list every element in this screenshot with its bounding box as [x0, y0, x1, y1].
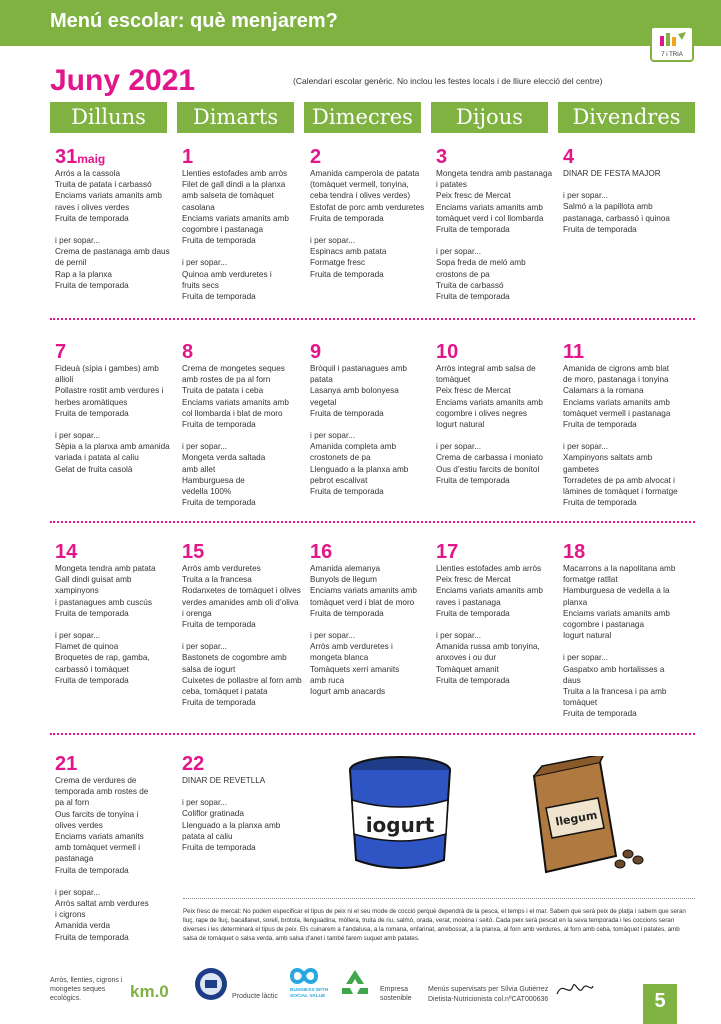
- day-cell: [55, 753, 175, 943]
- menu-item: Llenties estofades amb arròs: [182, 169, 288, 178]
- brand-logo: [650, 26, 694, 62]
- menu-item: i per sopar...: [436, 247, 482, 257]
- day-cell: [182, 146, 302, 302]
- menu-item: Fruita de temporada: [563, 420, 637, 430]
- yogurt-label: iogurt: [365, 813, 435, 837]
- menu-item: Rap a la planxa: [55, 269, 112, 279]
- menu-item: Fruita de temporada: [55, 675, 129, 685]
- menu-item: cogombre i olives negres: [436, 408, 528, 418]
- day-cell: [182, 541, 302, 708]
- menu-item: tomàquet: [436, 375, 471, 385]
- menu-item: Amanida camperola de patata: [310, 169, 420, 178]
- menu-item: raves i olives verdes: [55, 202, 130, 212]
- menu-item: Calamars a la romana: [563, 386, 644, 396]
- day-cell: [182, 341, 302, 508]
- menu-item: de moro, pastanaga i tonyina: [563, 375, 669, 385]
- menu-item: pastanaga: [55, 854, 94, 864]
- menu-item: Salmó a la papillota amb: [563, 202, 653, 212]
- menu-item: Fruita de temporada: [182, 292, 256, 302]
- menu-item: temporada amb rostes de: [55, 787, 149, 797]
- menu-item: planxa: [563, 597, 588, 607]
- day-number: 21: [55, 753, 78, 775]
- menu-item: Fruita de temporada: [55, 608, 129, 618]
- km0-logo: km.0: [130, 982, 169, 1001]
- figures-icon: [652, 28, 692, 50]
- menu-item: Truita a la francesa i pa amb: [563, 687, 667, 697]
- menu-item: i per sopar...: [563, 442, 609, 452]
- menu-item: Hamburguesa de: [182, 475, 245, 485]
- day-cell: [436, 146, 556, 302]
- menu-item: Enciams variats amanits amb: [436, 202, 543, 212]
- week-separator: [50, 521, 695, 523]
- menu-item: Amanida russa amb tonyina,: [436, 642, 540, 652]
- menu-item: cogombre i pastanaga: [563, 620, 645, 630]
- day-number: 9: [310, 341, 322, 363]
- day-number: 10: [436, 341, 459, 363]
- menu-item: Rodanxetes de tomàquet i olives: [182, 586, 301, 596]
- menu-item: Fruita de temporada: [310, 487, 384, 497]
- menu-item: Ous farcits de tonyina i: [55, 809, 139, 819]
- menu-item: Bròquil i pastanagues amb: [310, 364, 407, 373]
- menu-item: amb rostes de pa al forn: [182, 375, 271, 385]
- day-header-wednesday: Dimecres: [304, 102, 421, 133]
- menu-item: i per sopar...: [436, 631, 482, 641]
- week-separator: [50, 318, 695, 320]
- menu-item: amb salseta de tomàquet: [182, 191, 274, 201]
- month-title: Juny 2021: [50, 64, 196, 97]
- menu-item: Llenguado a la planxa amb: [182, 820, 281, 830]
- menu-item: tomàquet vermell i pastanaga: [563, 408, 671, 418]
- menu-item: crostonets de pa: [310, 453, 371, 463]
- menu-item: gambetes: [563, 464, 599, 474]
- menu-item: Fruita de temporada: [182, 420, 256, 430]
- menu-item: Bunyols de llegum: [310, 575, 377, 585]
- menu-item: Gelat de fruita casolà: [55, 464, 133, 474]
- menu-item: Quinoa amb verduretes i: [182, 269, 272, 279]
- menu-item: Espinacs amb patata: [310, 247, 387, 257]
- menu-item: i per sopar...: [182, 258, 228, 268]
- dietitian-note: Dietista-Nutricionista col.nºCAT000636: [428, 996, 549, 1003]
- menu-item: Broquetes de rap, gamba,: [55, 653, 150, 663]
- menu-item: Arròs saltat amb verdures: [55, 899, 149, 909]
- menu-item: Llenguado a la planxa amb: [310, 464, 409, 474]
- menu-item: Iogurt natural: [563, 631, 612, 641]
- menu-item: Truita de carbassó: [436, 280, 504, 290]
- menu-item: DINAR DE FESTA MAJOR: [563, 169, 661, 178]
- menu-item: Estofat de porc amb verduretes: [310, 202, 425, 212]
- menu-item: de pernil: [55, 258, 87, 268]
- menu-item: fruits secs: [182, 280, 219, 290]
- menu-item: raves i pastanaga: [436, 597, 501, 607]
- signature: [555, 978, 595, 1000]
- menu-item: Enciams variats amanits amb: [436, 586, 543, 596]
- menu-item: i per sopar...: [55, 431, 101, 441]
- dairy-label: Producte làctic: [232, 993, 278, 1000]
- menu-item: verdes amanides amb oli d’oliva: [182, 597, 299, 607]
- menu-item: Peix fresc de Mercat: [436, 575, 511, 585]
- menu-item: Tomàquets xerri amanits: [310, 664, 400, 674]
- menu-item: Xampinyons saltats amb: [563, 453, 653, 463]
- sustainable-label: Empresa sostenible: [380, 986, 412, 1002]
- menu-item: variada i patata al caliu: [55, 453, 139, 463]
- menu-item: patata: [310, 375, 333, 385]
- menu-item: Fruita de temporada: [436, 292, 510, 302]
- menu-item: Sèpia a la planxa amb amanida: [55, 442, 170, 452]
- day-cell: [310, 341, 430, 497]
- menu-item: Fruita de temporada: [55, 280, 129, 290]
- menu-item: crostons de pa: [436, 269, 490, 279]
- menu-item: i per sopar...: [55, 631, 101, 641]
- menu-item: Fruita de temporada: [182, 620, 256, 630]
- menu-item: amb allet: [182, 464, 216, 474]
- social-value-icon: [288, 966, 320, 986]
- menu-item: Cuixetes de pollastre al forn amb: [182, 675, 302, 685]
- menu-item: ceba tendra i olives verdes): [310, 191, 411, 201]
- menu-item: i per sopar...: [182, 642, 228, 652]
- menu-item: Macarrons a la napolitana amb: [563, 564, 676, 573]
- menu-item: Mongeta tendra amb patata: [55, 564, 156, 573]
- menu-item: Amanida verda: [55, 921, 111, 931]
- menu-item: herbes aromàtiques: [55, 397, 128, 407]
- menu-item: Enciams variats amanits amb: [436, 397, 543, 407]
- menu-item: Fruita de temporada: [563, 709, 637, 719]
- day-number: 16: [310, 541, 333, 563]
- recycle-icon: [338, 968, 372, 1000]
- menu-item: amb ruca: [310, 675, 345, 685]
- menu-item: Torradetes de pa amb alvocat i: [563, 475, 675, 485]
- menu-item: i per sopar...: [310, 236, 356, 246]
- menu-item: Fruita de temporada: [436, 475, 510, 485]
- menu-item: Fruita de temporada: [310, 408, 384, 418]
- menu-item: i pastanagues amb cuscús: [55, 597, 152, 607]
- menu-item: Llenties estofades amb arròs: [436, 564, 542, 573]
- menu-item: i per sopar...: [182, 798, 228, 808]
- day-number: 18: [563, 541, 586, 563]
- menu-item: làmines de tomàquet i formatge: [563, 487, 678, 497]
- day-number: 8: [182, 341, 194, 363]
- menu-item: i per sopar...: [55, 887, 101, 897]
- day-number: 11: [563, 341, 585, 363]
- menu-item: Filet de gall dindi a la planxa: [182, 180, 286, 190]
- menu-item: Truita a la francesa: [182, 575, 252, 585]
- menu-item: Fruita de temporada: [310, 269, 384, 279]
- menu-item: Fruita de temporada: [436, 608, 510, 618]
- menu-item: Fruita de temporada: [55, 932, 129, 942]
- menu-item: formatge ratllat: [563, 575, 618, 585]
- menu-item: i per sopar...: [182, 442, 228, 452]
- menu-item: salsa de iogurt: [182, 664, 236, 674]
- menu-item: Iogurt natural: [436, 420, 485, 430]
- menu-item: Fruita de temporada: [55, 865, 129, 875]
- menu-item: Fruita de temporada: [182, 843, 256, 853]
- logo-text: 7 i TRIA: [661, 52, 683, 58]
- menu-item: Fruita de temporada: [310, 608, 384, 618]
- page-number: 5: [643, 984, 677, 1024]
- menu-item: Lasanya amb bolonyesa: [310, 386, 399, 396]
- menu-item: Fruita de temporada: [436, 675, 510, 685]
- calendar-note: (Calendari escolar genèric. No inclou les festes locals i de lliure elecció del centre): [293, 76, 603, 86]
- menu-item: Enciams variats amanits amb: [182, 213, 289, 223]
- menu-item: Gall dindi guisat amb xampinyons: [55, 575, 132, 596]
- menu-item: Amanida alemanya: [310, 564, 381, 573]
- day-cell: [563, 146, 683, 235]
- menu-item: Fruita de temporada: [563, 498, 637, 508]
- day-cell: [310, 146, 430, 280]
- menu-item: Fruita de temporada: [55, 408, 129, 418]
- day-cell: [55, 541, 175, 686]
- menu-item: Tomàquet amanit: [436, 664, 499, 674]
- menu-item: casolana: [182, 202, 215, 212]
- menu-item: i per sopar...: [310, 631, 356, 641]
- menu-item: tomàquet verd i blat de moro: [310, 597, 415, 607]
- day-cell: [55, 146, 175, 291]
- day-number: 2: [310, 146, 322, 168]
- menu-item: Enciams variats amanits amb: [182, 397, 289, 407]
- day-cell: [436, 541, 556, 686]
- menu-item: Fruita de temporada: [182, 698, 256, 708]
- menu-item: i per sopar...: [55, 236, 101, 246]
- menu-item: Peix fresc de Mercat: [436, 386, 511, 396]
- menu-item: Enciams variats amanits amb: [55, 191, 162, 201]
- menu-item: Crema de carbassa i moniato: [436, 453, 543, 463]
- menu-item: Truita de patata i ceba: [182, 386, 264, 396]
- organic-note: Arròs, llenties, cigrons i mongetes seques ecològics.: [50, 977, 123, 1002]
- menu-item: Enciams variats amanits amb: [310, 586, 417, 596]
- menu-item: Arròs amb verduretes: [182, 564, 261, 573]
- menu-item: Fruita de temporada: [182, 498, 256, 508]
- menu-item: Mongeta tendra amb pastanaga: [436, 169, 553, 178]
- menu-item: Arròs amb verduretes i: [310, 642, 393, 652]
- menu-item: Sopa freda de meló amb: [436, 258, 526, 268]
- menu-item: col llombarda i blat de moro: [182, 408, 283, 418]
- menu-item: i per sopar...: [436, 442, 482, 452]
- menu-item: vegetal: [310, 397, 337, 407]
- menu-item: pa al forn: [55, 798, 90, 808]
- menu-item: i patates: [436, 180, 467, 190]
- menu-item: Amanida de cigrons amb blat: [563, 364, 670, 373]
- menu-item: Mongeta verda saltada: [182, 453, 266, 463]
- menu-item: ceba, tomàquet i patata: [182, 687, 268, 697]
- menu-item: olives verdes: [55, 820, 103, 830]
- day-cell: [436, 341, 556, 486]
- day-cell: [310, 541, 430, 697]
- menu-item: Crema de verdures de: [55, 776, 137, 785]
- menu-item: Crema de pastanaga amb daus: [55, 247, 170, 257]
- menu-item: Enciams variats amanits: [55, 832, 144, 842]
- menu-item: mongeta blanca: [310, 653, 369, 663]
- menu-item: Truita de patata i carbassó: [55, 180, 152, 190]
- menu-item: amb tomàquet vermell i: [55, 843, 141, 853]
- menu-item: tomàquet: [563, 698, 598, 708]
- day-number: 1: [182, 146, 194, 168]
- menu-item: carbassó i tomàquet: [55, 664, 129, 674]
- day-number: 31: [55, 146, 78, 168]
- menu-item: Crema de mongetes seques: [182, 364, 285, 373]
- legume-label: llegum: [554, 808, 599, 829]
- menu-item: i per sopar...: [563, 653, 609, 663]
- day-header-tuesday: Dimarts: [177, 102, 294, 133]
- day-cell: [563, 341, 683, 508]
- menu-item: Hamburguesa de vedella a la: [563, 586, 670, 596]
- menu-item: Gaspatxo amb hortalisses a daus: [563, 664, 665, 685]
- week-separator: [50, 733, 695, 735]
- menu-item: pebrot escalivat: [310, 475, 368, 485]
- day-header-thursday: Dijous: [431, 102, 548, 133]
- day-number: 7: [55, 341, 67, 363]
- menu-item: i per sopar...: [310, 431, 356, 441]
- legume-bag-illustration: [520, 756, 660, 876]
- day-number: 17: [436, 541, 459, 563]
- day-header-friday: Divendres: [558, 102, 695, 133]
- fresh-fish-footnote: Peix fresc de mercat: No podem especificar el tipus de peix ni el seu mode de cocció perquè dependrà de la pesca, el temps i el mar. Sabem que serà peix de platja i sabem que seran lluç, rape de lluç, bacallanet, sorell, bròtola, llenguadina, mòllera, truita de riu, salmó, orada, verat, moixina i seitó. Cada peix serà pescat en la seva temporada i les coccions seran diverses i les determinarà el tipus de peix. Els cuinarem a l’andalusa, a la romana, enfarinat, arrebossat, a la planxa, al forn amb verdures, al forn amb ceba, tomàquet i patates, amb salsa de tomàquet o salsa verda, amb salsa d’anet i també farem suquet amb patates.: [183, 898, 695, 943]
- menu-item: vedella 100%: [182, 487, 232, 497]
- month-label: maig: [77, 152, 106, 166]
- menu-item: DINAR DE REVETLLA: [182, 776, 266, 785]
- dairy-seal-icon: [193, 966, 229, 1002]
- menu-item: Arròs integral amb salsa de: [436, 364, 536, 373]
- menu-item: anxoves i ou dur: [436, 653, 497, 663]
- supervisor-note: Menús supervisats per Sílvia Gutiérrez: [428, 986, 549, 993]
- social-value-label: BUSINESS WITH SOCIAL VALUE: [290, 988, 329, 999]
- day-cell: [55, 341, 175, 475]
- top-banner: [0, 0, 721, 46]
- menu-item: Enciams variats amanits amb: [563, 608, 670, 618]
- menu-item: Bastonets de cogombre amb: [182, 653, 287, 663]
- menu-item: Iogurt amb anacards: [310, 687, 386, 697]
- menu-item: patata al caliu: [182, 831, 233, 841]
- menu-item: Ous d’estiu farcits de bonítol: [436, 464, 540, 474]
- day-number: 4: [563, 146, 575, 168]
- menu-item: Fruita de temporada: [55, 213, 129, 223]
- day-number: 15: [182, 541, 205, 563]
- day-number: 14: [55, 541, 78, 563]
- day-header-monday: Dilluns: [50, 102, 167, 133]
- menu-item: pastanaga, carbassó i quinoa: [563, 213, 670, 223]
- menu-item: Fideuà (sípia i gambes) amb: [55, 364, 159, 373]
- menu-item: Flamet de quinoa: [55, 642, 119, 652]
- menu-item: Amanida completa amb: [310, 442, 397, 452]
- menu-item: cogombre i pastanaga: [182, 225, 264, 235]
- page-title: Menú escolar: què menjarem?: [50, 10, 338, 32]
- menu-item: Fruita de temporada: [182, 236, 256, 246]
- menu-item: Enciams variats amanits amb: [563, 397, 670, 407]
- day-cell: [563, 541, 683, 720]
- menu-item: i cigrons: [55, 910, 86, 920]
- menu-item: Pollastre rostit amb verdures i: [55, 386, 164, 396]
- menu-item: Coliflor gratinada: [182, 809, 244, 819]
- menu-item: Fruita de temporada: [310, 213, 384, 223]
- menu-item: i per sopar...: [563, 191, 609, 201]
- menu-item: Arrós a la cassola: [55, 169, 121, 178]
- menu-item: allioli: [55, 375, 74, 385]
- menu-item: i orenga: [182, 608, 212, 618]
- menu-item: Formatge fresc: [310, 258, 366, 268]
- day-number: 22: [182, 753, 205, 775]
- menu-item: Fruita de temporada: [563, 224, 637, 234]
- day-number: 3: [436, 146, 448, 168]
- menu-item: tomàquet verd i col llombarda: [436, 213, 544, 223]
- menu-item: Peix fresc de Mercat: [436, 191, 511, 201]
- menu-item: (tomàquet vermell, tonyina,: [310, 180, 409, 190]
- yogurt-illustration: [340, 752, 480, 882]
- day-cell: [182, 753, 302, 853]
- menu-item: Fruita de temporada: [436, 225, 510, 235]
